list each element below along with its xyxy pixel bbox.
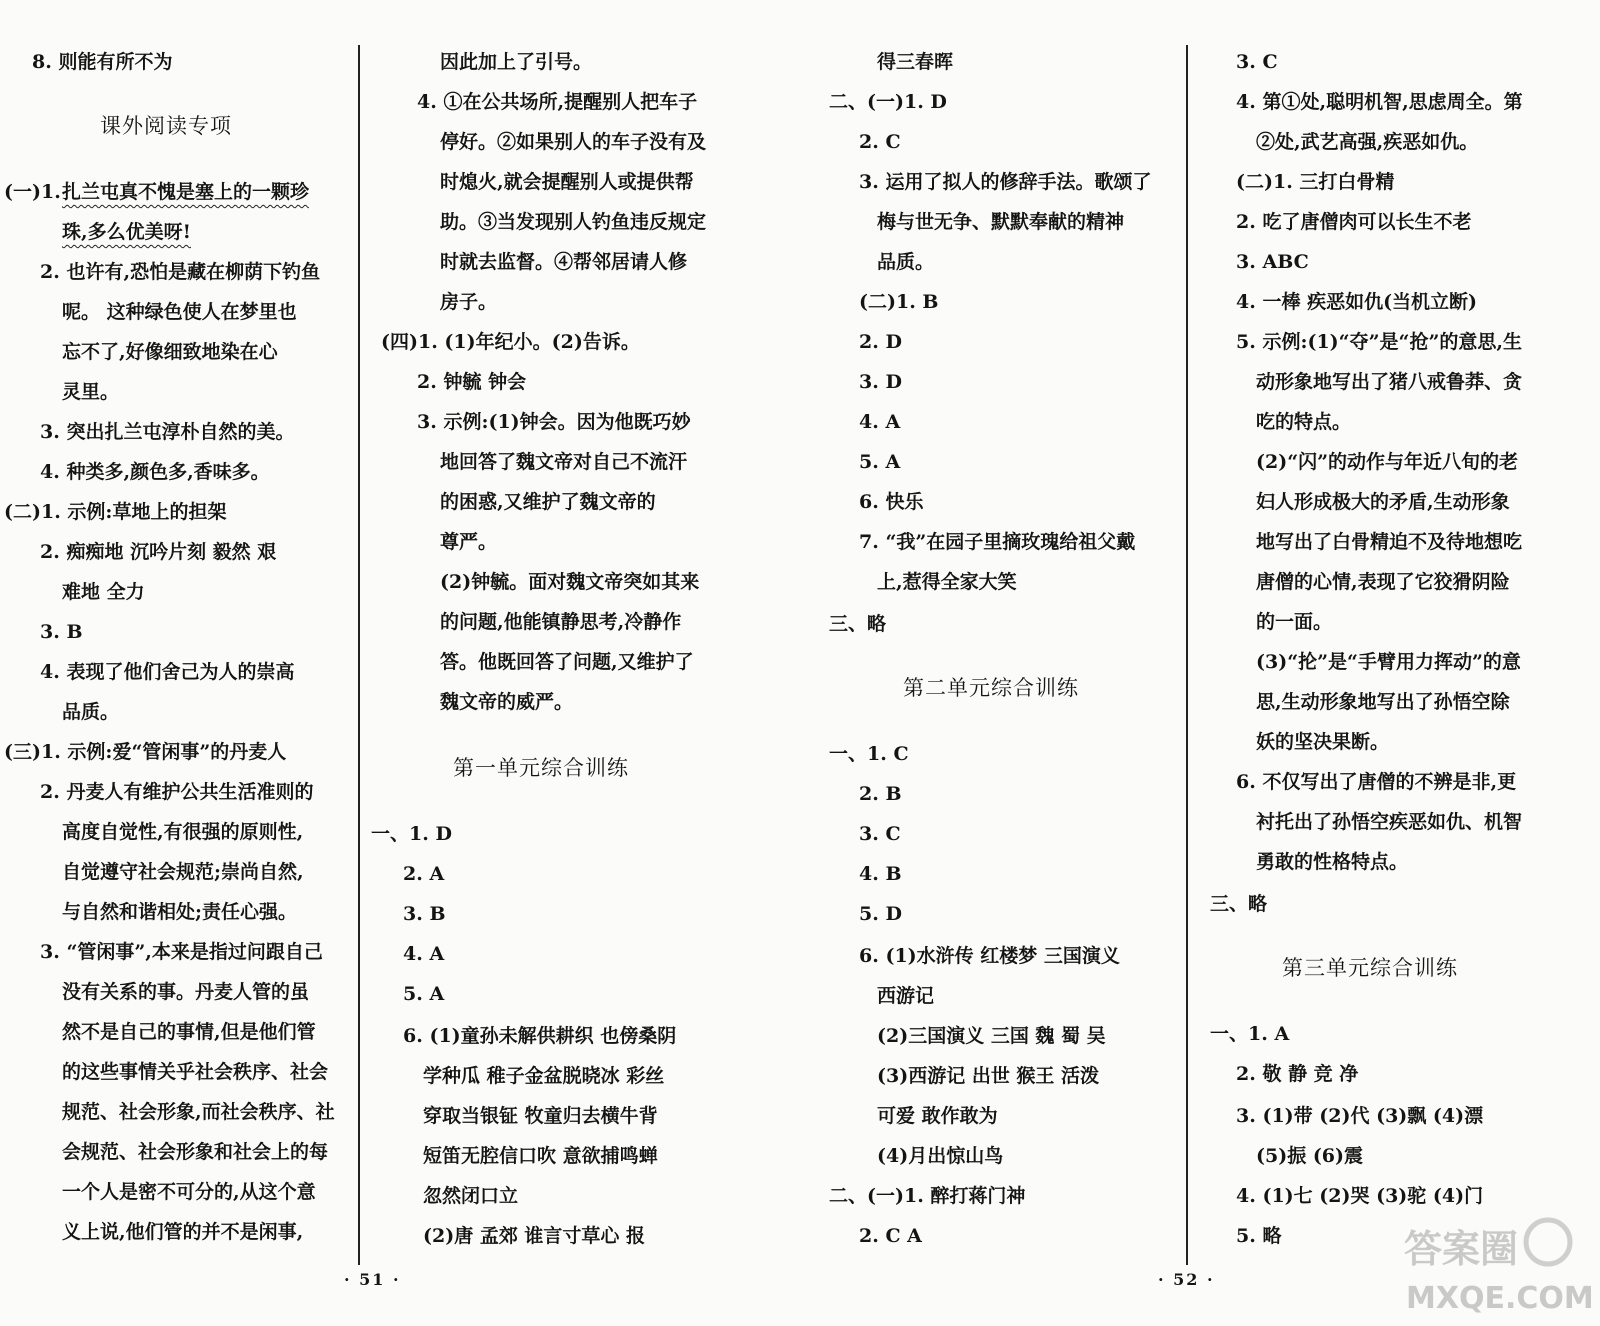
answer-line: 的问题,他能镇静思考,冷静作 — [440, 611, 682, 633]
answer-line: 3. 示例:(1)钟会。因为他既巧妙 — [417, 411, 691, 433]
answer-line: 2. C A — [859, 1225, 922, 1247]
answer-line: 忽然闭口立 — [423, 1185, 519, 1207]
answer-line: 学种瓜 稚子金盆脱晓冰 彩丝 — [423, 1065, 665, 1087]
answer-line: 一个人是密不可分的,从这个意 — [62, 1181, 316, 1203]
answer-line: 2. D — [859, 331, 902, 353]
answer-line: 5. 略 — [1236, 1225, 1282, 1247]
answer-line: 2. A — [403, 863, 445, 885]
answer-line: (2)“闪”的动作与年近八旬的老 — [1256, 451, 1519, 473]
answer-line: 7. “我”在园子里摘玫瑰给祖父戴 — [859, 531, 1136, 553]
answer-line: (3)西游记 出世 猴王 活泼 — [877, 1065, 1100, 1087]
answer-line: 勇敢的性格特点。 — [1256, 851, 1409, 873]
answer-line: 没有关系的事。丹麦人管的虽 — [62, 981, 310, 1003]
answer-line: 思,生动形象地写出了孙悟空除 — [1256, 691, 1510, 713]
answer-line: 4. (1)七 (2)哭 (3)驼 (4)门 — [1236, 1185, 1484, 1207]
answer-line: 忘不了,好像细致地染在心 — [62, 341, 278, 363]
answer-line: 的困惑,又维护了魏文帝的 — [440, 491, 656, 513]
answer-line: 4. B — [859, 863, 902, 885]
answer-line: 西游记 — [877, 985, 935, 1007]
answer-line: 难地 全力 — [62, 581, 145, 603]
answer-line: 6. 不仅写出了唐僧的不辨是非,更 — [1236, 771, 1517, 793]
answer-line: 妖的坚决果断。 — [1256, 731, 1390, 753]
answer-line: 上,惹得全家大笑 — [877, 571, 1017, 593]
answer-line: 5. 示例:(1)“夺”是“抢”的意思,生 — [1236, 331, 1522, 353]
page-number-51: · 51 · — [344, 1270, 401, 1289]
page-number-52: · 52 · — [1158, 1270, 1215, 1289]
answer-line: (5)振 (6)震 — [1256, 1145, 1364, 1167]
answer-line: 3. C — [859, 823, 901, 845]
answer-line: 得三春晖 — [877, 51, 954, 73]
answer-line: 的一面。 — [1256, 611, 1333, 633]
answer-line: 动形象地写出了猪八戒鲁莽、贪 — [1256, 371, 1523, 393]
answer-line: 3. B — [40, 621, 83, 643]
answer-line: 自觉遵守社会规范;崇尚自然, — [62, 861, 304, 883]
section-heading: 第一单元综合训练 — [453, 756, 629, 780]
answer-line: 5. A — [403, 983, 445, 1005]
answer-line: 魏文帝的威严。 — [440, 691, 574, 713]
answer-line: 时就去监督。④帮邻居请人修 — [440, 251, 688, 273]
answer-line: 义上说,他们管的并不是闲事, — [62, 1221, 304, 1243]
answer-line: (三)1. 示例:爱“管闲事”的丹麦人 — [4, 741, 287, 763]
answer-line: (二)1. B — [859, 291, 939, 313]
answer-line: 8. 则能有所不为 — [32, 51, 173, 73]
section-heading: 第二单元综合训练 — [903, 676, 1079, 700]
answer-line: 4. ①在公共场所,提醒别人把车子 — [417, 91, 698, 113]
answer-line: 短笛无腔信口吹 意欲捕鸣蝉 — [423, 1145, 658, 1167]
answer-line: 助。③当发现别人钓鱼违反规定 — [440, 211, 707, 233]
answer-line: 会规范、社会形象和社会上的每 — [62, 1141, 329, 1163]
answer-line: 4. 种类多,颜色多,香味多。 — [40, 461, 270, 483]
answer-line: 品质。 — [62, 701, 120, 723]
answer-line: 5. D — [859, 903, 902, 925]
answer-line: 2. C — [859, 131, 901, 153]
answer-line: 3. “管闲事”,本来是指过问跟自己 — [40, 941, 323, 963]
answer-line: 可爱 敢作敢为 — [877, 1105, 998, 1127]
answer-line: 房子。 — [440, 291, 498, 313]
answer-line: 的这些事情关乎社会秩序、社会 — [62, 1061, 329, 1083]
answer-line: 3. (1)带 (2)代 (3)飘 (4)漂 — [1236, 1105, 1484, 1127]
answer-line: 2. 痴痴地 沉吟片刻 毅然 艰 — [40, 541, 277, 563]
answer-line: 3. B — [403, 903, 446, 925]
answer-line: 时熄火,就会提醒别人或提供帮 — [440, 171, 694, 193]
watermark-logo — [1398, 1214, 1598, 1318]
answer-line: (4)月出惊山鸟 — [877, 1145, 1004, 1167]
answer-line: 5. A — [859, 451, 901, 473]
answer-line: 地写出了白骨精迫不及待地想吃 — [1256, 531, 1523, 553]
answer-line: 妇人形成极大的矛盾,生动形象 — [1256, 491, 1510, 513]
answer-line: 地回答了魏文帝对自己不流汗 — [440, 451, 688, 473]
answer-line: 呢。 这种绿色使人在梦里也 — [62, 301, 297, 323]
answer-line: 穿取当银钲 牧童归去横牛背 — [423, 1105, 658, 1127]
answer-line: 答。他既回答了问题,又维护了 — [440, 651, 694, 673]
answer-line: 规范、社会形象,而社会秩序、社 — [62, 1101, 335, 1123]
answer-line: 品质。 — [877, 251, 935, 273]
answer-line: 一、1. A — [1210, 1023, 1290, 1045]
section-heading: 第三单元综合训练 — [1282, 956, 1458, 980]
answer-line: 吃的特点。 — [1256, 411, 1352, 433]
answer-line: 3. 突出扎兰屯淳朴自然的美。 — [40, 421, 295, 443]
answer-line: (二)1. 三打白骨精 — [1236, 171, 1395, 193]
watermark-line1: 答案圈 — [1404, 1227, 1519, 1271]
answer-line: (2)三国演义 三国 魏 蜀 吴 — [877, 1025, 1106, 1047]
answer-line: 二、(一)1. 醉打蒋门神 — [829, 1185, 1026, 1207]
answer-line: (二)1. 示例:草地上的担架 — [4, 501, 227, 523]
answer-line: 珠,多么优美呀! — [62, 221, 191, 243]
answer-line: 6. 快乐 — [859, 491, 924, 513]
answer-line: 扎兰屯真不愧是塞上的一颗珍 — [62, 181, 310, 203]
answer-line: 唐僧的心情,表现了它狡猾阴险 — [1256, 571, 1510, 593]
answer-line: 4. 一棒 疾恶如仇(当机立断) — [1236, 291, 1478, 313]
answer-line: 梅与世无争、默默奉献的精神 — [877, 211, 1125, 233]
answer-line: 因此加上了引号。 — [440, 51, 593, 73]
answer-line: 然不是自己的事情,但是他们管 — [62, 1021, 316, 1043]
answer-line: 6. (1)童孙未解供耕织 也傍桑阴 — [403, 1025, 677, 1047]
answer-line: 4. 表现了他们舍己为人的崇高 — [40, 661, 295, 683]
answer-line: 6. (1)水浒传 红楼梦 三国演义 — [859, 945, 1120, 967]
answer-line: (3)“抡”是“手臂用力挥动”的意 — [1256, 651, 1521, 673]
answer-line: 一、1. D — [371, 823, 452, 845]
answer-line: (一)1. — [4, 181, 61, 203]
answer-line: 4. A — [859, 411, 901, 433]
answer-line: 4. A — [403, 943, 445, 965]
answer-line: 2. 也许有,恐怕是藏在柳荫下钓鱼 — [40, 261, 321, 283]
answer-line: 2. B — [859, 783, 902, 805]
answer-line: (四)1. (1)年纪小。(2)告诉。 — [381, 331, 640, 353]
column-divider — [1186, 45, 1188, 1265]
answer-line: 2. 敬 静 竞 净 — [1236, 1063, 1359, 1085]
answer-line: 一、1. C — [829, 743, 909, 765]
answer-line: 三、略 — [829, 613, 887, 635]
answer-line: (2)唐 孟郊 谁言寸草心 报 — [423, 1225, 646, 1247]
answer-line: 二、(一)1. D — [829, 91, 947, 113]
answer-line: 3. 运用了拟人的修辞手法。歌颂了 — [859, 171, 1152, 193]
answer-line: 高度自觉性,有很强的原则性, — [62, 821, 304, 843]
answer-line: 4. 第①处,聪明机智,思虑周全。第 — [1236, 91, 1523, 113]
answer-line: 三、略 — [1210, 893, 1268, 915]
column-divider — [358, 45, 360, 1265]
section-heading: 课外阅读专项 — [100, 114, 232, 138]
answer-line: 尊严。 — [440, 531, 498, 553]
answer-line: 2. 吃了唐僧肉可以长生不老 — [1236, 211, 1472, 233]
answer-line: 3. D — [859, 371, 902, 393]
answer-line: 3. ABC — [1236, 251, 1309, 273]
watermark-line2: MXQE.COM — [1406, 1281, 1594, 1316]
answer-line: 与自然和谐相处;责任心强。 — [62, 901, 298, 923]
answer-line: 2. 丹麦人有维护公共生活准则的 — [40, 781, 314, 803]
answer-line: 2. 钟毓 钟会 — [417, 371, 527, 393]
answer-line: 停好。②如果别人的车子没有及 — [440, 131, 707, 153]
answer-line: 3. C — [1236, 51, 1278, 73]
answer-line: (2)钟毓。面对魏文帝突如其来 — [440, 571, 700, 593]
answer-line: 灵里。 — [62, 381, 120, 403]
answer-line: 衬托出了孙悟空疾恶如仇、机智 — [1256, 811, 1523, 833]
answer-line: ②处,武艺高强,疾恶如仇。 — [1256, 131, 1479, 153]
